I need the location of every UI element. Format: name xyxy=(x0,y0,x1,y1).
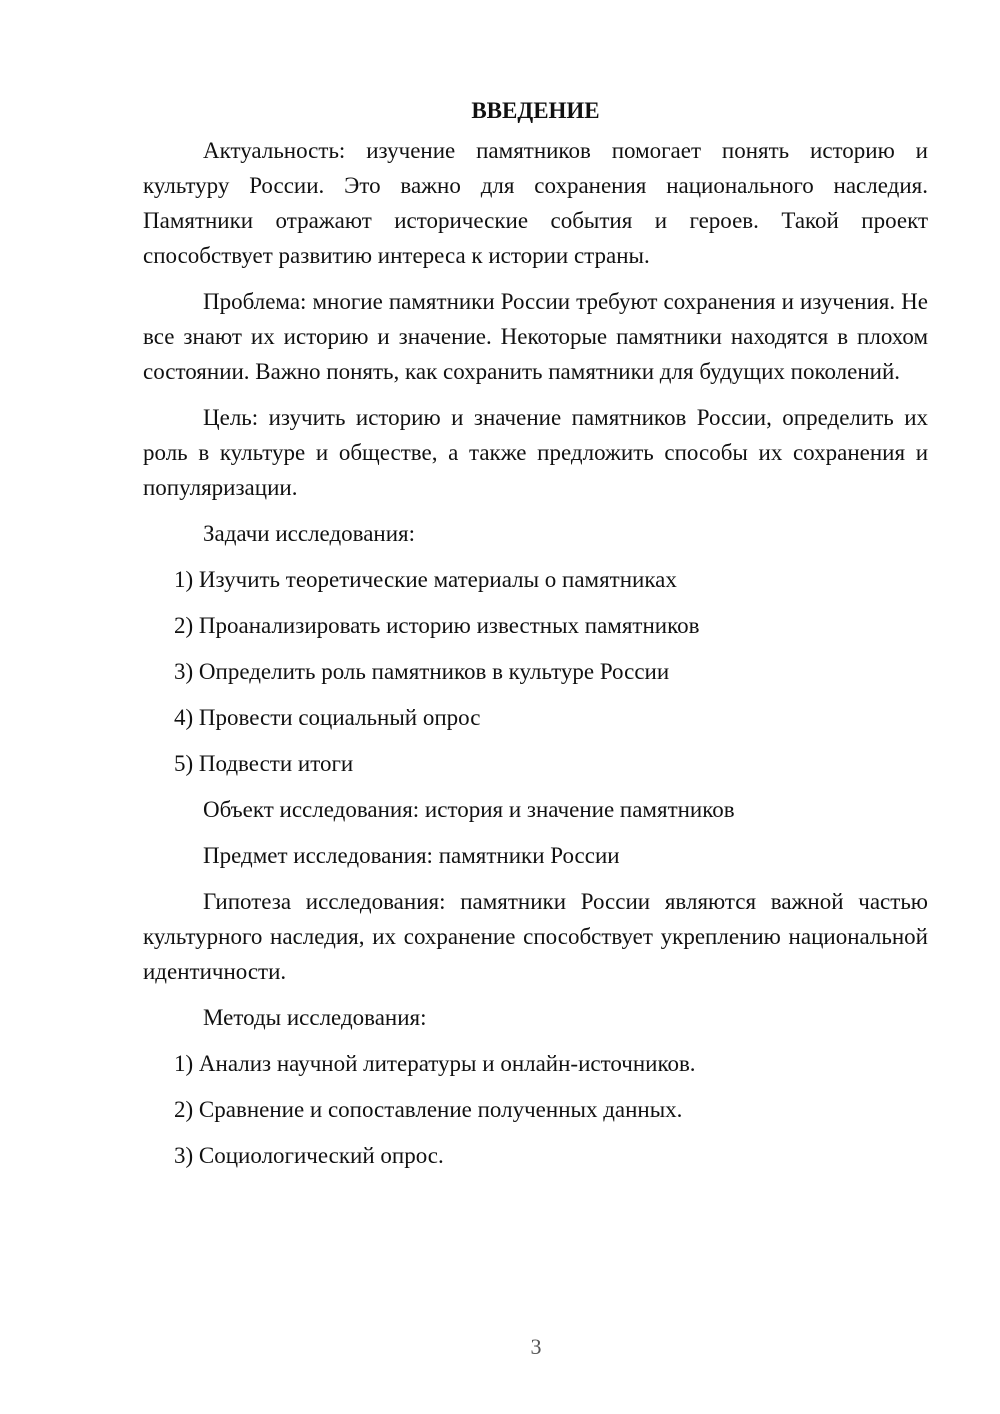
tasks-title: Задачи исследования: xyxy=(203,521,416,546)
task-item-5: 5) Подвести итоги xyxy=(174,751,354,776)
hypothesis-paragraph: Гипотеза исследования: памятники России являются важной частью культурного наследия, их сохранение способствует укреплению национальной идентичности. xyxy=(143,889,928,984)
research-subject: Предмет исследования: памятники России xyxy=(203,843,620,868)
page-number: 3 xyxy=(530,1334,542,1359)
task-item-3: 3) Определить роль памятников в культуре России xyxy=(174,659,670,684)
method-item-3: 3) Социологический опрос. xyxy=(174,1143,444,1168)
relevance-paragraph: Актуальность: изучение памятников помогает понять историю и культуру России. Это важно для сохранения национального наследия. Памятники отражают исторические события и героев. Такой проект способствует развитию интереса к истории страны. xyxy=(143,138,928,268)
page-content xyxy=(143,93,928,1184)
section-heading: ВВЕДЕНИЕ xyxy=(471,98,600,123)
research-object: Объект исследования: история и значение памятников xyxy=(203,797,735,822)
task-item-4: 4) Провести социальный опрос xyxy=(174,705,481,730)
method-item-2: 2) Сравнение и сопоставление полученных данных. xyxy=(174,1097,683,1122)
problem-paragraph: Проблема: многие памятники России требуют сохранения и изучения. Не все знают их историю и значение. Некоторые памятники находятся в плохом состоянии. Важно понять, как сохранить памятники для будущих поколений. xyxy=(143,289,928,384)
method-item-1: 1) Анализ научной литературы и онлайн-источников. xyxy=(174,1051,696,1076)
task-item-1: 1) Изучить теоретические материалы о памятниках xyxy=(174,567,677,592)
goal-paragraph: Цель: изучить историю и значение памятников России, определить их роль в культуре и обществе, а также предложить способы их сохранения и популяризации. xyxy=(143,405,928,500)
methods-title: Методы исследования: xyxy=(203,1005,427,1030)
task-item-2: 2) Проанализировать историю известных памятников xyxy=(174,613,700,638)
